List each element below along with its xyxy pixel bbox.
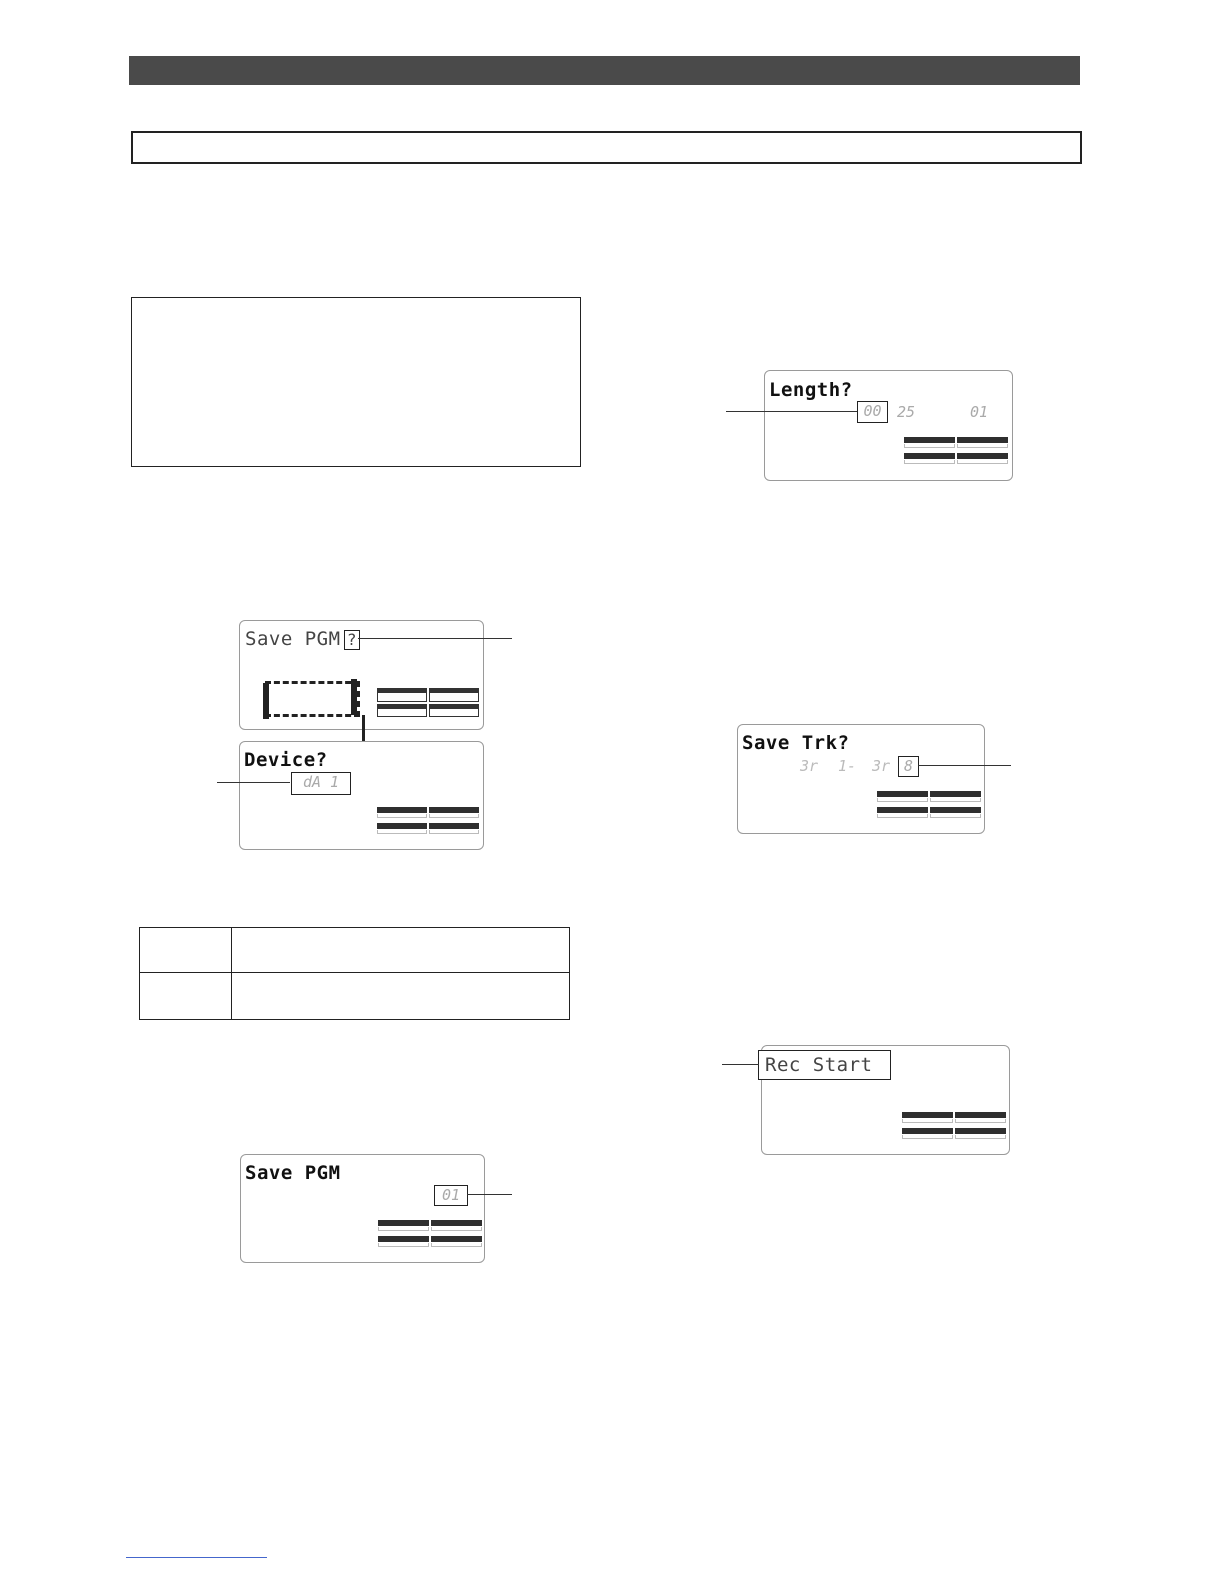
lcd-device-value: dA 1 xyxy=(291,772,351,795)
callout-line-length xyxy=(726,411,857,412)
lcd-length-value-2: 25 xyxy=(897,403,916,421)
lcd-save-trk xyxy=(737,724,985,834)
level-meter xyxy=(378,1220,484,1250)
lcd-length-value-1: 00 xyxy=(857,401,888,423)
program-frame-graphic xyxy=(265,681,360,717)
section-title-box xyxy=(131,131,1082,164)
lcd-save-pgm-query xyxy=(239,620,484,730)
callout-line-save-pgm xyxy=(467,1194,512,1195)
note-box xyxy=(131,297,581,467)
callout-line-save-pgm-query xyxy=(358,638,512,639)
level-meter xyxy=(377,807,483,837)
lcd-rec-start-title: Rec Start xyxy=(758,1050,891,1080)
level-meter xyxy=(904,437,1010,467)
lcd-save-pgm xyxy=(240,1154,485,1263)
lcd-device-title: Device? xyxy=(244,749,328,771)
lcd-save-trk-value-3: 3r xyxy=(872,757,891,775)
lcd-save-trk-value-1: 3r xyxy=(800,757,819,775)
lcd-device xyxy=(239,741,484,850)
lcd-save-pgm-title: Save PGM xyxy=(245,1162,341,1184)
level-meter xyxy=(377,688,481,718)
settings-table xyxy=(139,927,570,1020)
level-meter xyxy=(902,1112,1008,1142)
lcd-length-value-3: 01 xyxy=(970,403,989,421)
lcd-save-trk-value-4: 8 xyxy=(898,756,919,777)
lcd-save-pgm-query-cursor: ? xyxy=(344,630,360,650)
lcd-length-title: Length? xyxy=(769,379,853,401)
callout-line-device xyxy=(217,782,290,783)
level-meter xyxy=(877,791,983,821)
lcd-save-trk-value-2: 1- xyxy=(838,757,857,775)
lcd-length xyxy=(764,370,1013,481)
section-header-bar xyxy=(129,56,1080,85)
lcd-save-pgm-query-title: Save PGM xyxy=(245,628,341,650)
callout-line-save-trk xyxy=(918,765,1011,766)
footer-link-underline[interactable] xyxy=(126,1557,267,1558)
lcd-save-trk-title: Save Trk? xyxy=(742,732,850,754)
lcd-save-pgm-value: 01 xyxy=(434,1185,468,1206)
callout-line-rec-start xyxy=(722,1064,759,1065)
